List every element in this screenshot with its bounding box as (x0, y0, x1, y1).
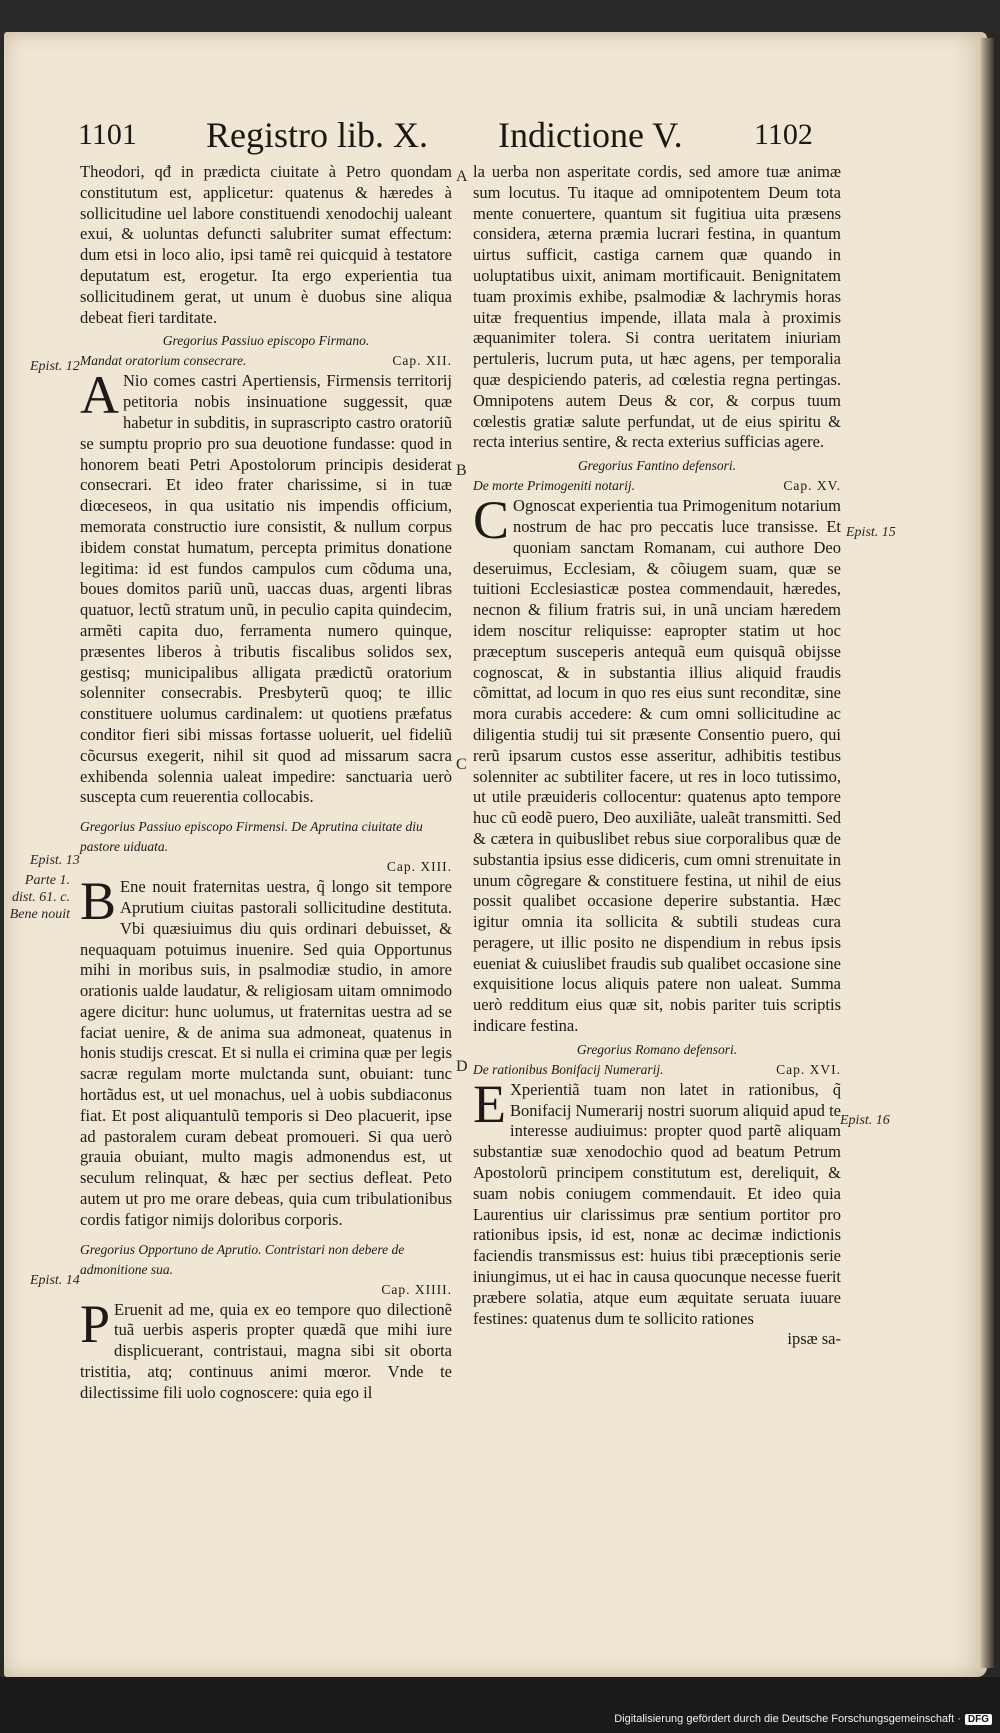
page-edge (980, 38, 994, 1668)
margin-note-epistle: Epist. 15 (846, 525, 896, 540)
section-letter: B (456, 462, 467, 479)
margin-note-epistle: Epist. 13 (30, 853, 80, 868)
drop-cap: C (473, 490, 510, 551)
paragraph: la uerba non asperitate cordis, sed amore tuæ animæ sum locutus. Tu itaque ad omnipotentem Deum tota mente conuertere, quantum sit fugitiua uita præsens considera, æterna præmia lucrari festina, in quantum uirtus sufficit, castiga carnem quæ quando in uoluptatibus uixit, animam mortificauit. Benignitatem tuam proximis exhibe, psalmodiæ & lachrymis horas uitæ frequentius impende, illata mala à proximis æquanimiter tolera. Si contra ueritatem iniuriam pertuleris, lucrum puta, ut hæc agens, per temporalia quæ despiciendo pateris, ad cœlestia regna pertingas. Omnipotens autem Deus & cor, & corpus tuum cœlestis gratiæ salute perfundat, ut de eius spiritu & recta interius sentire, & recta exterius sufficias agere. (473, 162, 841, 452)
drop-cap: P (80, 1293, 111, 1354)
margin-note-epistle: Epist. 14 (30, 1273, 80, 1288)
page-number-right: 1102 (754, 118, 813, 151)
letter-heading: Gregorius Opportuno de Aprutio. Contristari non debere de admonitione sua. (80, 1241, 405, 1277)
letter-heading: Gregorius Passiuo episcopo Firmano. (162, 333, 370, 349)
drop-cap: B (80, 871, 117, 932)
chapter-subheading (80, 1280, 452, 1300)
drop-cap: E (473, 1073, 506, 1134)
chapter-number: Cap. XIIII. (381, 1281, 452, 1297)
letter-heading: Gregorius Passiuo episcopo Firmensi. De Aprutina ciuitate diu pastore uiduata. (80, 819, 423, 855)
chapter-summary: De rationibus Bonifacij Numerarij. (473, 1061, 664, 1077)
paragraph: C Ognoscat experientia tua Primogenitum notarium nostrum de hac pro peccatis luce transisse. Et quoniam sanctam Romanam, cui authore Deo deseruimus, Ecclesiam, & cõiugem suam, quæ se tuitioni Ecclesiasticæ postea commendauit, hæredes, necnon & filium fratris sui, in unã unciam hæredem idem noscitur reliquisse: eapropter statim ut hoc præceptum susceperis antequã eum quisquã obijsse cognoscat, & in substantia illius aliquid fraudis cõmittat, ad locum in quo res eius sunt reconditæ, sine mora curabis accedere: & cum omni sollicitudine ac diligentia studij tui sit præsente Consentio puero, qui rerũ ipsarum custos esse asseritur, adhibitis testibus solenniter ac subtiliter facere, ut res in loco tutissimo, ut utile præuideris collocentur: quatenus apto tempore huc cũ eodẽ puero, Deo auxiliãte, ualeãt transmitti. Sed & cætera in quibuslibet rebus siue corporalibus quæ de substantia ipsius esse didiceris, cum omni strenuitate in unum cõgregare & constituere festina, ut nihil de eius possit qualibet occasione deperire substantia. Hæc igitur omnia ita sollicita & subtili studeas cura peragere, ut illic posito ne dispendium in rebus ipsis eueniat & cuiuslibet fraudis sub qualibet occasione sine exquisitione locus aliquis patere non ualeat. Summa uerò redditum eius quæ sit, nobis pariter tuis scriptis indicare festina. (473, 490, 841, 1036)
chapter-number: Cap. XVI. (776, 1061, 841, 1077)
paragraph: B Ene nouit fraternitas uestra, q̃ longo sit tempore Aprutium ciuitas pastorali sollicitudine destituta. Vbi quæsiuimus diu quis ordinari debuisset, & nequaquam potuimus inuenire. Sed quia Opportunus mihi in moribus suis, in psalmodiæ studio, in amore orationis ualde laudatur, & religiosam uitam omnimodo agere dicitur: hunc uolumus, ut fraternitas uestra ad se faciat uenire, & de anima sua admoneat, quatenus in honis studijs crescat. Et si nulla ei crimina quæ per legis sacræ regulam morte mulctanda sunt, obuiant: tunc hortãdus est, ut uel monachus, uel à uobis subdiaconus fiat. Et post aliquantulũ temporis si Deo placuerit, ipse ad pastoralem curam debeat promoueri. Si qua uerò grauia obuiant, multo magis admonendus est, ut seculum relinquat, & hæc per sectius defleat. Peto autem ut pro me orare debeas, quia cum tribulationibus cordis fatigor nimijs doloribus corporis. (80, 871, 452, 1229)
section-letter: A (456, 168, 468, 185)
dfg-logo: DFG (965, 1714, 992, 1725)
text-column-right (473, 162, 841, 1350)
margin-note-reference: Parte 1. dist. 61. c. Bene nouit (9, 873, 70, 922)
running-title-right: Indictione V. (498, 115, 683, 155)
chapter-subheading (80, 351, 452, 371)
paragraph: E Xperientiã tuam non latet in rationibus, q̃ Bonifacij Numerarij nostri suorum aliquid apud te interesse audiuimus: propter quod partẽ aliquam substantiæ suæ xenodochio quod ad beatum Petrum Apostolorũ principem constitutum est, dereliquit, & suam nobis coniugem commendauit. Et ideo quia Laurentius uir clarissimus præ sentium portitor pro rationibus ipsis, id est, nonæ ac decimæ indictionis faciendis transmissus est: huius tibi præceptionis serie iniungimus, ut ei hac in causa quocunque necesse fuerit præbere solatia, atque eum æquitate seruata iuuare festines: quatenus dum te sollicito rationes (473, 1073, 841, 1328)
chapter-summary: De morte Primogeniti notarij. (473, 478, 635, 494)
running-header (78, 112, 840, 158)
chapter-subheading (473, 1060, 841, 1080)
funding-credit (614, 1713, 992, 1725)
section-letter: D (456, 1058, 468, 1075)
chapter-subheading (80, 857, 452, 877)
section-letter: C (456, 756, 467, 773)
paragraph: A Nio comes castri Apertiensis, Firmensis territorij petitoria nobis insinuatione suggessit, quæ habetur in subditis, in suprascripto castro oratoriũ se sumptu proprio pro sua deuotione fundasse: quod in honorem beati Petri Apostolorum principis desiderat consecrari. Et ideo frater charissime, si in tuæ diœceseos, in qua usitatio nis impendis officium, memorata constructio iure consistit, & nullum corpus ibidem constat humatum, percepta primitus donatione legitima: id est fundos campulos cum cõduma una, boues domitos pariũ unũ, uaccas duas, argenti libras quatuor, lectũ stratum unũ, in peculio capita quindecim, armẽti capita duo, ferramenta numero quinque, præsentes liberos à tributis fiscalibus solidos sex, gestisq; municipalibus alligata prædictũ oratorium solenniter consecrabis. Presbyterũ quoq; te illic constituere uolumus cardinalem: ut quotiens præfatus conditor fieri sibi missas fortasse uoluerit, uel fideliũ cõcursus exegerit, nihil sit quod ad missarum sacra exhibenda solennia ualeat impedire: sanctuaria uerò suscepta cum reuerentia collocabis. (80, 365, 452, 807)
bottom-bar (0, 1677, 1000, 1733)
chapter-number: Cap. XII. (392, 353, 452, 369)
text-column-left (80, 162, 452, 1404)
chapter-summary: Mandat oratorium consecrare. (80, 353, 247, 369)
funding-text: Digitalisierung gefördert durch die Deutsche Forschungsgemeinschaft · (614, 1713, 961, 1725)
running-title-left: Registro lib. X. (206, 115, 428, 155)
paragraph: P Eruenit ad me, quia ex eo tempore quo dilectionẽ tuã uerbis asperis propter quædã que mihi iure displicuerant, contristaui, magna sibi sit oborta tristitia, atq; continuus animi mœror. Vnde te dilectissime fili uolo cognoscere: quia ego il (80, 1293, 452, 1402)
chapter-number: Cap. XIII. (386, 859, 452, 875)
chapter-subheading (473, 476, 841, 496)
page-number-left: 1101 (78, 118, 137, 151)
margin-note-epistle: Epist. 16 (840, 1113, 890, 1128)
chapter-number: Cap. XV. (783, 478, 841, 494)
catchword: ipsæ sa- (787, 1329, 841, 1349)
letter-heading: Gregorius Romano defensori. (576, 1041, 738, 1057)
margin-note-epistle: Epist. 12 (30, 359, 80, 374)
drop-cap: A (80, 365, 119, 426)
letter-heading: Gregorius Fantino defensori. (577, 458, 737, 474)
paragraph: Theodori, qđ in prædicta ciuitate à Petro quondam constitutum est, applicetur: quatenus & hæredes à sollicitudine uel labore constituendi xenodochij ualeant exui, & uoluntas defuncti salubriter sumat effectum: dum etsi in loco alio, ipsi tamẽ rei quicquid à testatore deputatum est, erogetur. Ita ergo experientia tua sollicitudinem gerat, ut unum è duobus sine aliqua debeat fieri tarditate. (80, 162, 452, 327)
